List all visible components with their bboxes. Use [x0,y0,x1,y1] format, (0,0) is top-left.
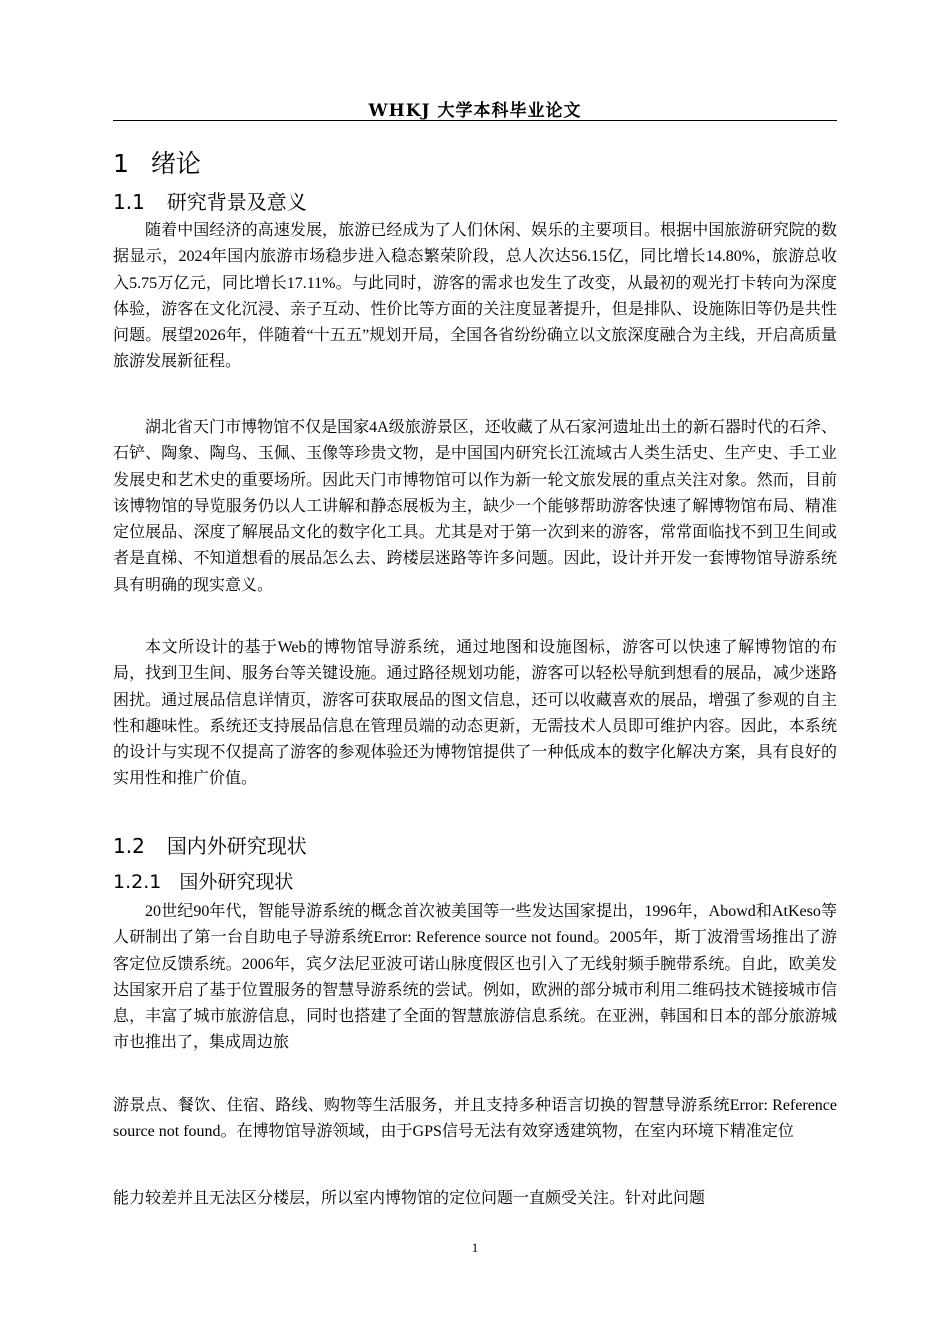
section-title: 国内外研究现状 [166,834,307,858]
section-title: 研究背景及意义 [166,190,307,214]
header-rule [113,120,837,121]
running-header: WHKJ 大学本科毕业论文 [368,101,582,121]
subsection-number: 1.2.1 [113,871,162,893]
paragraph-4a: 20世纪90年代，智能导游系统的概念首次被美国等一些发达国家提出，1996年，Abowd和AtKeso等人研制出了第一台自助电子导游系统Error: Reference source not found。2005年，斯丁波滑雪场推出了游客定位反馈系统。2006年，宾夕法尼亚波可诺山脉度假区也引入了无线射频手腕带系统。自此，欧美发达国家开启了基于位置服务的智慧导游系统的尝试。例如，欧洲的部分城市利用二维码技术链接城市信息，丰富了城市旅游信息，同时也搭建了全面的智慧旅游信息系统。在亚洲，韩国和日本的部分旅游城市也推出了，集成周边旅 [113,903,837,1052]
section-number: 1.1 [113,190,145,214]
paragraph-4c: 能力较差并且无法区分楼层，所以室内博物馆的定位问题一直颇受关注。针对此问题 [113,1190,706,1207]
chapter-number: 1 [113,149,129,178]
paragraph-3: 本文所设计的基于Web的博物馆导游系统，通过地图和设施图标，游客可以快速了解博物馆的布局，找到卫生间、服务台等关键设施。通过路径规划功能，游客可以轻松导航到想看的展品，减少迷路困扰。通过展品信息详情页，游客可获取展品的图文信息，还可以收藏喜欢的展品，增强了参观的自主性和趣味性。系统还支持展品信息在管理员端的动态更新，无需技术人员即可维护内容。因此，本系统的设计与实现不仅提高了游客的参观体验还为博物馆提供了一种低成本的数字化解决方案，具有良好的实用性和推广价值。 [113,639,837,788]
paragraph-1: 随着中国经济的高速发展，旅游已经成为了人们休闲、娱乐的主要项目。根据中国旅游研究院的数据显示，2024年国内旅游市场稳步进入稳态繁荣阶段，总人次达56.15亿，同比增长14.80%，旅游总收入5.75万亿元，同比增长17.11%。与此同时，游客的需求也发生了改变，从最初的观光打卡转向为深度体验，游客在文化沉浸、亲子互动、性价比等方面的关注度显著提升，但是排队、设施陈旧等仍是共性问题。展望2026年，伴随着“十五五”规划开局，全国各省纷纷确立以文旅深度融合为主线，开启高质量旅游发展新征程。 [113,222,837,371]
chapter-title: 绪论 [150,149,201,178]
section-number: 1.2 [113,834,145,858]
paragraph-4b: 游景点、餐饮、住宿、路线、购物等生活服务，并且支持多种语言切换的智慧导游系统Error: Reference source not found。在博物馆导游领域，由于GPS信号无法有效穿透建筑物，在室内环境下精准定位 [113,1097,837,1141]
section-heading-1-2 [113,830,307,859]
subsection-heading-1-2-1 [113,867,293,894]
chapter-heading [113,144,201,180]
subsection-title: 国外研究现状 [179,871,294,893]
paragraph-2: 湖北省天门市博物馆不仅是国家4A级旅游景区，还收藏了从石家河遗址出土的新石器时代的石斧、石铲、陶象、陶鸟、玉佩、玉像等珍贵文物，是中国国内研究长江流域古人类生活史、生产史、手工业发展史和艺术史的重要场所。因此天门市博物馆可以作为新一轮文旅发展的重点关注对象。然而，目前该博物馆的导览服务仍以人工讲解和静态展板为主，缺少一个能够帮助游客快速了解博物馆布局、精准定位展品、深度了解展品文化的数字化工具。尤其是对于第一次到来的游客，常常面临找不到卫生间或者是直梯、不知道想看的展品怎么去、跨楼层迷路等许多问题。因此，设计并开发一套博物馆导游系统具有明确的现实意义。 [113,419,837,594]
page-number: 1 [471,1240,479,1255]
section-heading-1-1 [113,186,307,215]
